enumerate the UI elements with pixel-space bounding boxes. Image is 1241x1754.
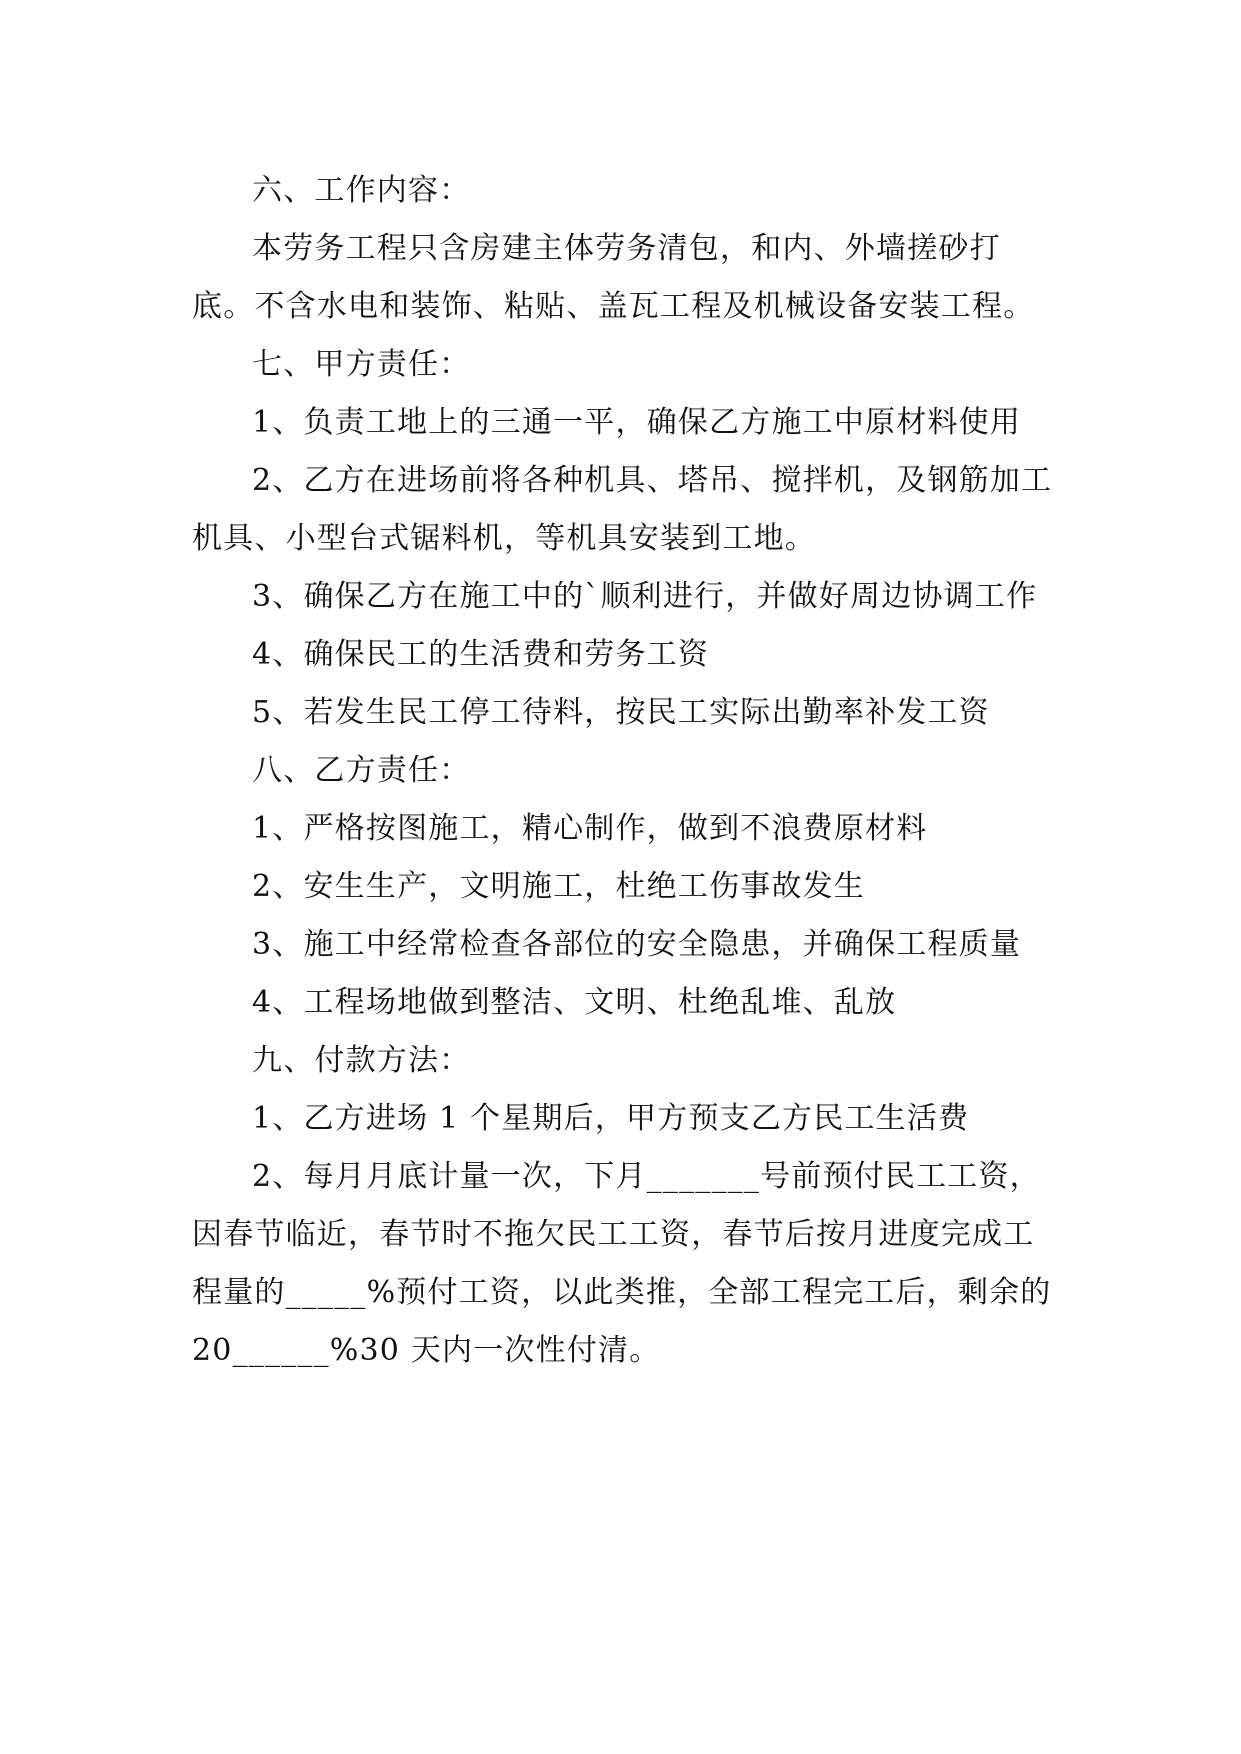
- party-a-item-3: 3、确保乙方在施工中的`顺利进行，并做好周边协调工作: [252, 579, 1038, 614]
- party-b-item-1: 1、严格按图施工，精心制作，做到不浪费原材料: [252, 811, 928, 846]
- party-a-item-4: 4、确保民工的生活费和劳务工资: [252, 637, 710, 672]
- party-b-item-2: 2、安生生产，文明施工，杜绝工伤事故发生: [252, 869, 866, 904]
- payment-item-1: 1、乙方进场 1 个星期后，甲方预支乙方民工生活费: [252, 1101, 970, 1136]
- party-b-item-3: 3、施工中经常检查各部位的安全隐患，并确保工程质量: [252, 927, 1022, 962]
- party-a-item-5: 5、若发生民工停工待料，按民工实际出勤率补发工资: [252, 695, 990, 730]
- section-heading-payment: 九、付款方法：: [252, 1043, 471, 1078]
- document-page: [192, 162, 1062, 1380]
- party-a-item-2: 2、乙方在进场前将各种机具、塔吊、搅拌机，及钢筋加工机具、小型台式锯料机，等机具安装到工地。: [192, 463, 1053, 556]
- section-heading-party-a: 七、甲方责任：: [252, 347, 471, 382]
- payment-item-2: 2、每月月底计量一次，下月_______号前预付民工工资，因春节临近，春节时不拖欠民工工资，春节后按月进度完成工程量的_____%预付工资，以此类推，全部工程完工后，剩余的 20______%30 天内一次性付清。: [192, 1159, 1052, 1368]
- section-heading-party-b: 八、乙方责任：: [252, 753, 471, 788]
- section-heading-work-content: 六、工作内容：: [252, 173, 471, 208]
- party-b-item-4: 4、工程场地做到整洁、文明、杜绝乱堆、乱放: [252, 985, 897, 1020]
- party-a-item-1: 1、负责工地上的三通一平，确保乙方施工中原材料使用: [252, 405, 1022, 440]
- paragraph-work-scope: 本劳务工程只含房建主体劳务清包，和内、外墙搓砂打底。不含水电和装饰、粘贴、盖瓦工程及机械设备安装工程。: [192, 231, 1035, 324]
